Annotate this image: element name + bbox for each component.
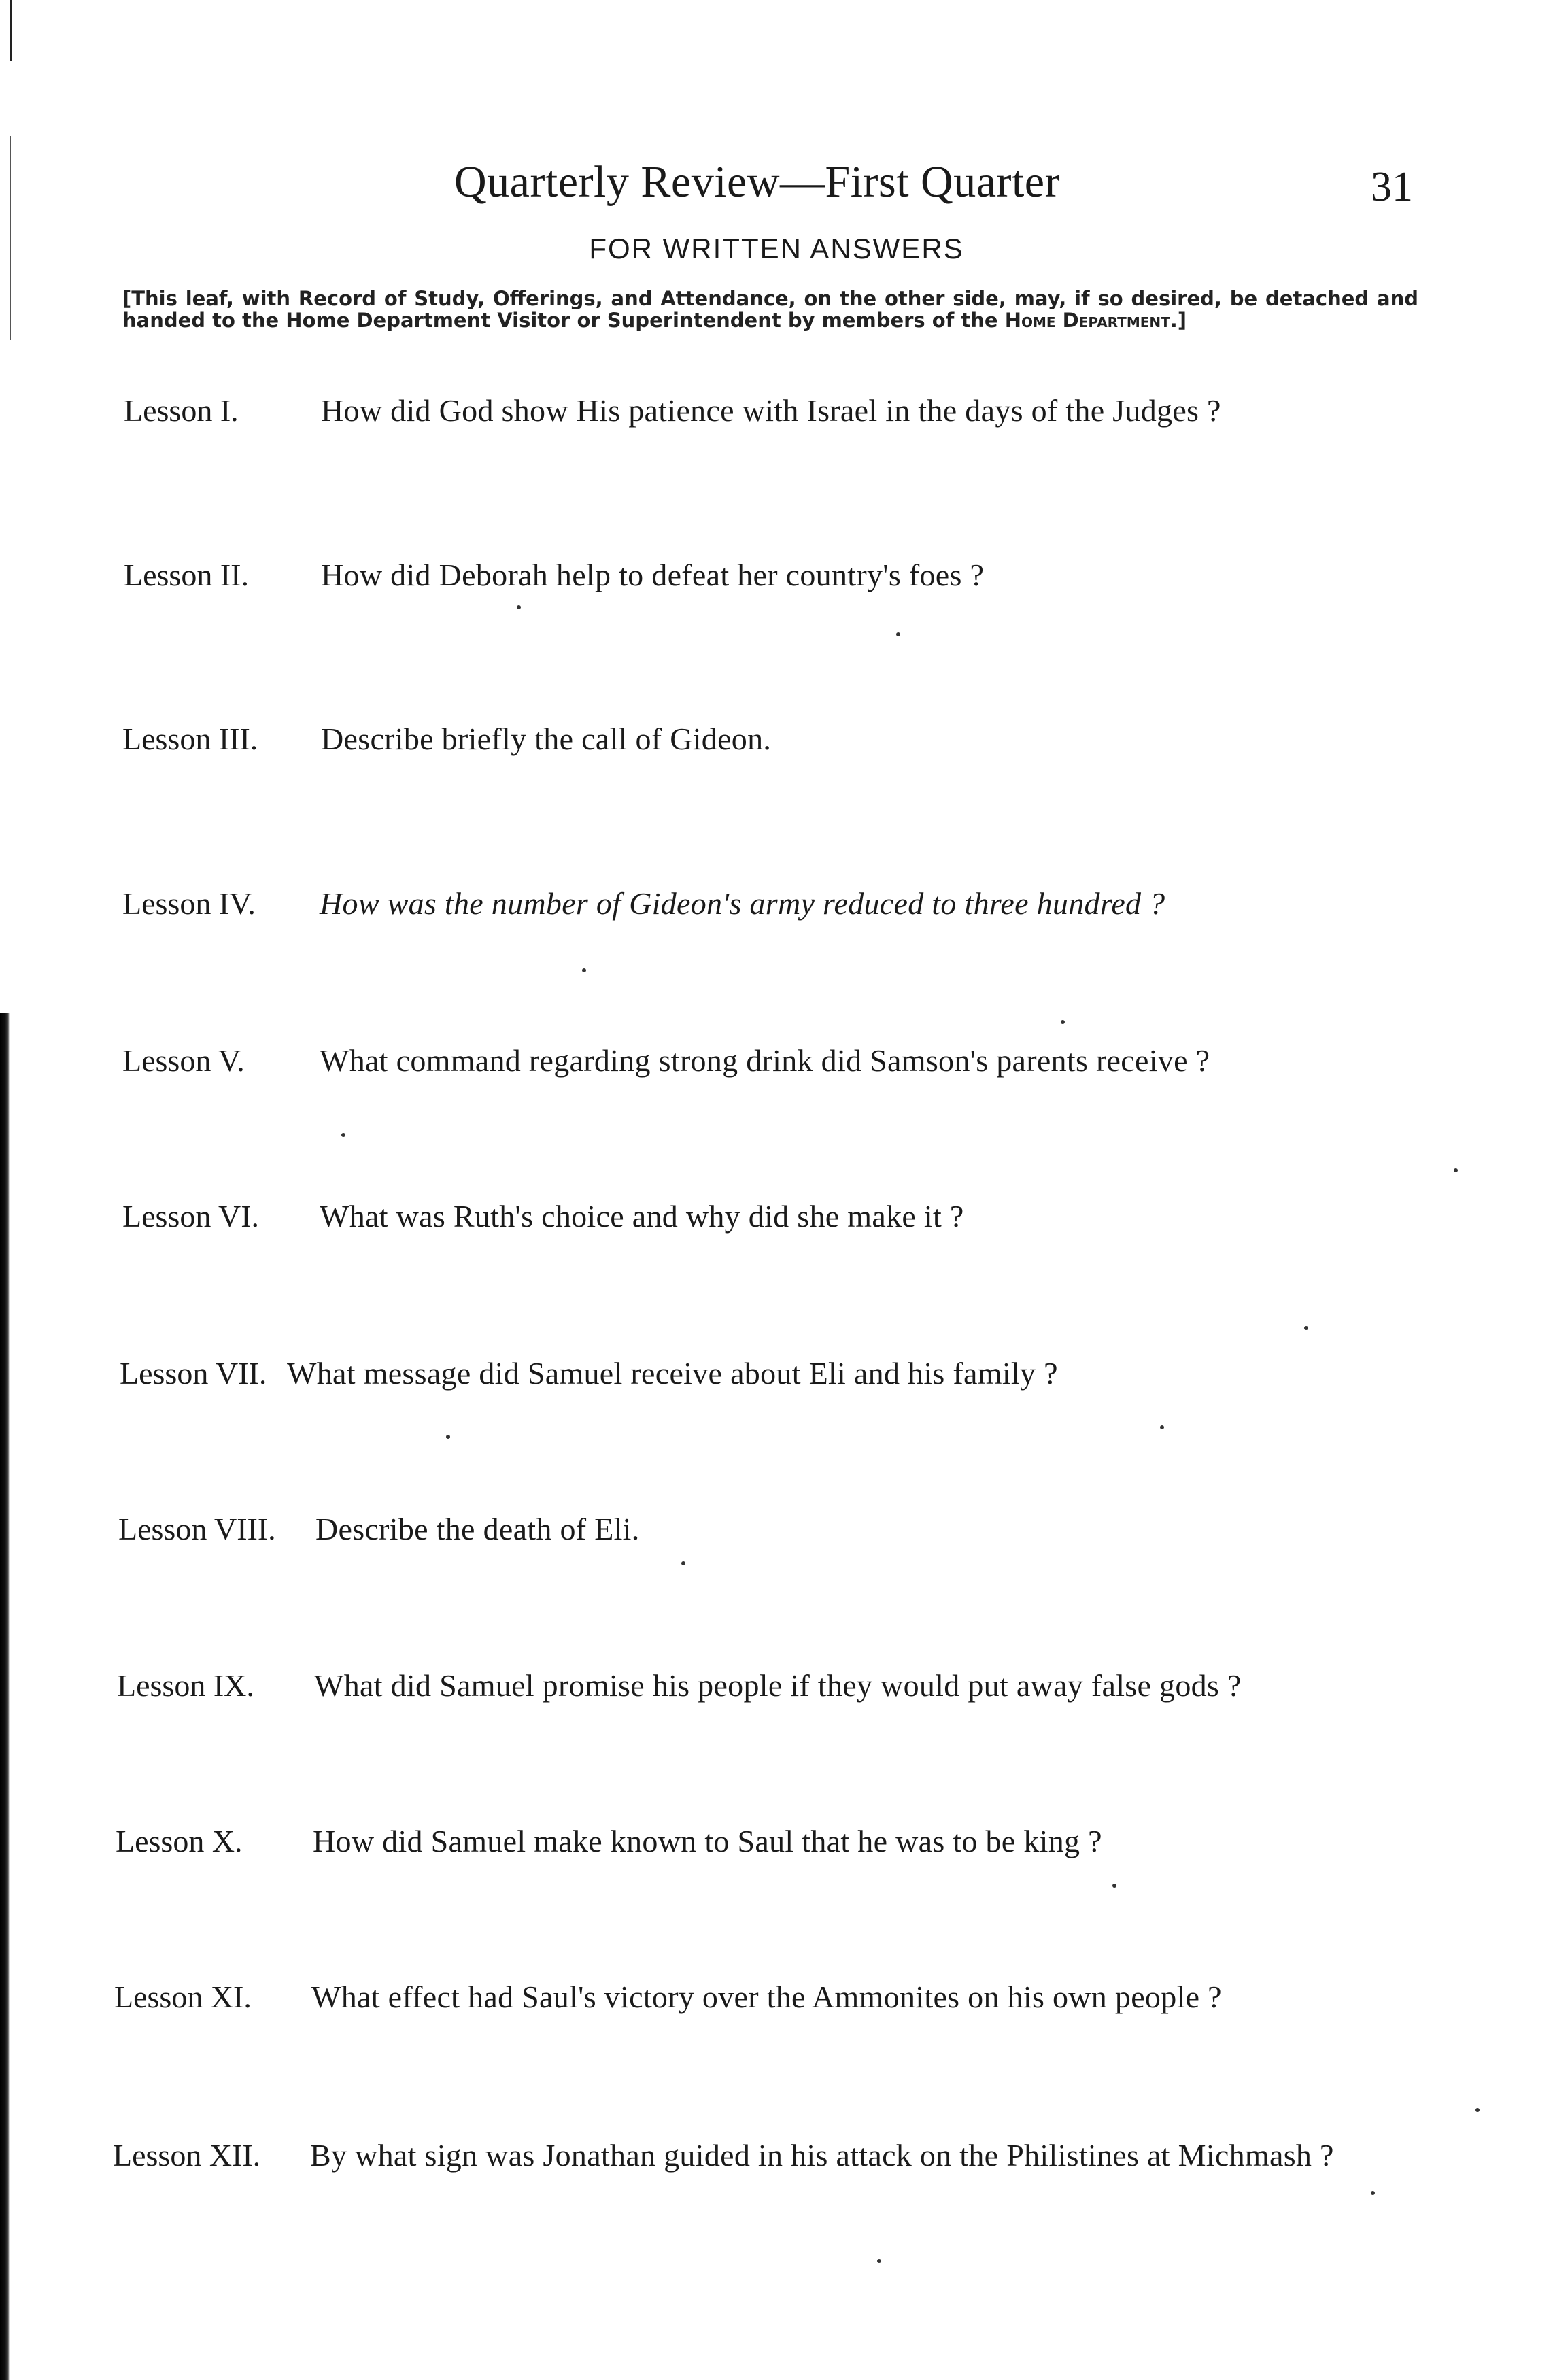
lesson-label: Lesson XII. bbox=[113, 2138, 261, 2173]
scan-speck bbox=[877, 2259, 881, 2263]
lesson-label: Lesson VI. bbox=[122, 1199, 260, 1234]
lesson-question: How did Samuel make known to Saul that he was to be king ? bbox=[313, 1824, 1102, 1858]
lesson-question bbox=[320, 888, 1165, 919]
lesson-question: What command regarding strong drink did Samson's parents receive ? bbox=[320, 1043, 1210, 1078]
scan-speck bbox=[1112, 1884, 1116, 1888]
lesson-label: Lesson II. bbox=[124, 558, 249, 592]
lesson-question: Describe the death of Eli. bbox=[315, 1512, 640, 1546]
note-text-end: .] bbox=[1170, 309, 1187, 332]
lesson-question: By what sign was Jonathan guided in his attack on the Philistines at Michmash ? bbox=[310, 2138, 1334, 2173]
lesson-label: Lesson XI. bbox=[114, 1979, 252, 2014]
lesson-label: Lesson X. bbox=[116, 1824, 243, 1858]
scan-speck bbox=[1475, 2108, 1480, 2112]
scan-speck bbox=[446, 1435, 450, 1439]
lesson-question: What effect had Saul's victory over the Ammonites on his own people ? bbox=[311, 1979, 1222, 2014]
scan-speck bbox=[681, 1561, 685, 1565]
lesson-label: Lesson III. bbox=[122, 721, 258, 756]
note-text: [This leaf, with Record of Study, Offerings, and Attendance, on the other side, may, if so desired, be detached and handed to the Home Department Visitor or Superintendent by members of the bbox=[122, 287, 1418, 332]
note-smallcaps-text: Home Department bbox=[1004, 309, 1170, 332]
scan-speck bbox=[1160, 1425, 1164, 1429]
lesson-label: Lesson IX. bbox=[117, 1668, 254, 1703]
lesson-question: Describe briefly the call of Gideon. bbox=[321, 721, 772, 756]
lesson-question-text: How was the number of Gideon's army reduced to three hundred ? bbox=[320, 886, 1165, 921]
lesson-question: What was Ruth's choice and why did she make it ? bbox=[320, 1199, 964, 1234]
lesson-question: How did Deborah help to defeat her country's foes ? bbox=[321, 558, 985, 592]
scan-speck bbox=[1061, 1020, 1065, 1024]
scan-speck bbox=[1304, 1326, 1308, 1330]
section-heading: FOR WRITTEN ANSWERS bbox=[589, 233, 964, 265]
running-title: Quarterly Review—First Quarter bbox=[454, 157, 1061, 207]
scan-speck bbox=[896, 632, 900, 636]
lesson-label: Lesson IV. bbox=[122, 886, 256, 921]
lesson-label: Lesson I. bbox=[124, 393, 239, 428]
scan-speck bbox=[341, 1133, 345, 1137]
scan-speck bbox=[1454, 1168, 1458, 1172]
scan-speck bbox=[517, 605, 521, 609]
scan-speck bbox=[582, 968, 586, 972]
lesson-question: What did Samuel promise his people if they would put away false gods ? bbox=[314, 1668, 1242, 1703]
lesson-label: Lesson VIII. bbox=[118, 1512, 276, 1546]
lesson-question: How did God show His patience with Israel in the days of the Judges ? bbox=[321, 393, 1221, 428]
lesson-question: What message did Samuel receive about Eli and his family ? bbox=[287, 1356, 1058, 1391]
lesson-label: Lesson VII. bbox=[120, 1356, 267, 1391]
scan-speck bbox=[1371, 2191, 1375, 2195]
lesson-label: Lesson V. bbox=[122, 1043, 245, 1078]
page-number: 31 bbox=[1371, 164, 1413, 210]
